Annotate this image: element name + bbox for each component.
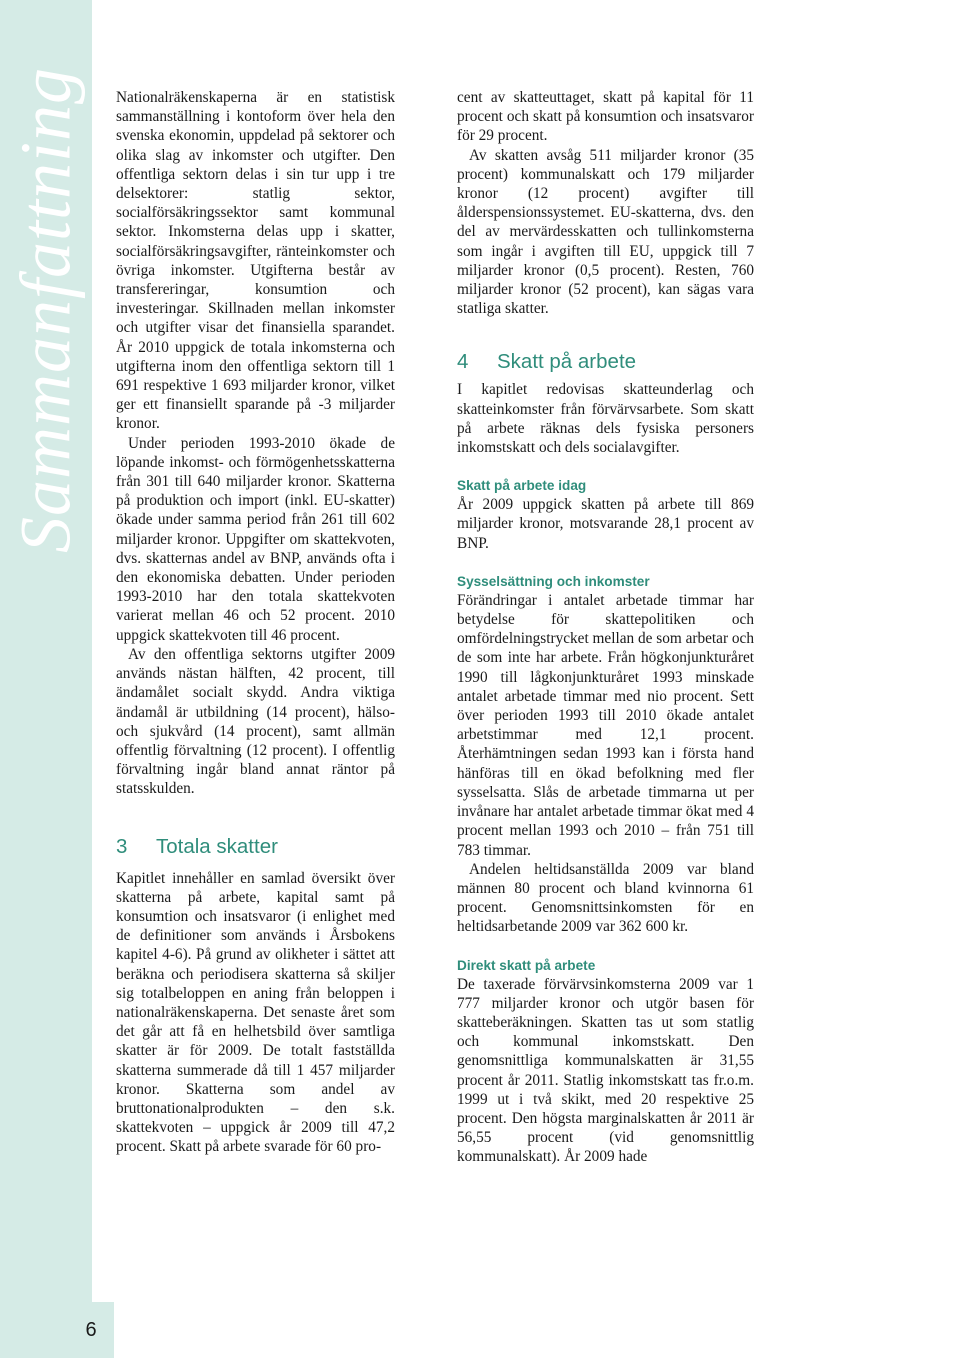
- continuation-paragraph: cent av skatteuttaget, skatt på kapital för 11 procent och skatt på konsumtion och insatsvaror för 29 procent.: [457, 89, 754, 145]
- left-column: [116, 88, 395, 1157]
- direkt-skatt-paragraph: De taxerade förvärvsinkomsterna 2009 var 1 777 miljarder kronor och utgör basen för skatteberäkningen. Skatten tas ut som statlig och kommunal inkomstskatt. Den genomsnittliga kommunalskatten är 31,55 procent år 2011. Statlig inkomstskatt tas fr.o.m. 1999 ut i två skikt, med 20 respektive 25 procent. Den högsta marginalskatten år 2011 är 56,55 procent (vid genomsnittlig kommunalskatt). År 2009 hade: [457, 975, 754, 1166]
- subheading-sysselsattning: Sysselsättning och inkomster: [457, 573, 650, 589]
- heltid-paragraph: Andelen heltidsanställda 2009 var bland männen 80 procent och bland kvinnorna 61 procent. Genomsnittsinkomsten för en heltidsarbetande 2009 var 362 600 kr.: [457, 860, 754, 936]
- subheading-skatt-idag: Skatt på arbete idag: [457, 478, 587, 494]
- section-heading-3: [116, 835, 395, 859]
- section-4-paragraph: I kapitlet redovisas skatteunderlag och skatteinkomster från förvärvsarbete. Som skatt på arbete räknas dels fysiska personers inkomstskatt och dels socialavgifter.: [457, 381, 754, 457]
- side-title: Sammanfattning: [5, 66, 86, 554]
- page-number: 6: [68, 1302, 114, 1358]
- section-number: 4: [457, 350, 469, 374]
- intro-paragraph: Nationalräkenskaperna är en statistisk sammanställning i kontoform över hela den svenska ekonomin, uppdelad på sektorer och olika slag av inkomster och utgifter. Den offentliga sektorn delas i sin tur upp i tre delsektorer: statlig sektor, socialförsäkringssektor samt kommunal sektor. Inkomsterna delas upp i skatter, socialförsäkringsavgifter, ränteinkomster och övriga inkomster. Utgifterna består av transfereringar, konsumtion och investeringar. Skillnaden mellan inkomster och utgifter visar det finansiella sparandet. År 2010 uppgick de totala inkomsterna och utgifterna inom den offentliga sektorn till 1 691 respektive 1 693 miljarder kronor, vilket ger ett finansiellt sparande på -3 miljarder kronor.: [116, 89, 395, 433]
- sysselsattning-paragraph: Förändringar i antalet arbetade timmar har betydelse för skattepolitiken och omfördelningstrycket mellan de som arbetar och de som inte har arbete. Från högkonjunkturåret 1990 till lågkonjunkturåret 1993 minskade antalet arbetade timmar med nio procent. Sett över perioden 1993 till 2010 ökade antalet arbetstimmar med 12,1 procent. Återhämtningen sedan 1993 kan i första hand hänföras till en ökad befolkning med fler sysselsatta. Slås de arbetade timmarna ut per invånare har antalet arbetade timmar ökat med 4 procent mellan 1993 och 2010 – från 751 till 783 timmar.: [457, 591, 754, 859]
- skatt-idag-paragraph: År 2009 uppgick skatten på arbete till 869 miljarder kronor, motsvarande 28,1 procent av BNP.: [457, 496, 754, 552]
- subheading-direkt-skatt: Direkt skatt på arbete: [457, 957, 596, 973]
- tax-breakdown-paragraph: Av skatten avsåg 511 miljarder kronor (35 procent) kommunalskatt och 179 miljarder kronor (12 procent) avgifter till ålderspensionssystemet. EU-skatterna, dvs. den del av mervärdesskatten och tullinkomsterna som ingår i avgiften till EU, uppgick till 7 miljarder kronor (0,5 procent). Resten, 760 miljarder kronor (52 procent), kan sägas vara statliga skatter.: [457, 146, 754, 318]
- section-title: Skatt på arbete: [497, 350, 637, 374]
- tax-development-paragraph: Under perioden 1993-2010 ökade de löpande inkomst- och förmögenhetsskatterna från 301 till 640 miljarder kronor. Skatterna på produktion och import (inkl. EU-skatter) ökade under samma period från 261 till 602 miljarder kronor. Uppgifter om skattekvoten, dvs. skatternas andel av BNP, används ofta i den ekonomiska debatten. Under perioden 1993-2010 har den totala skattekvoten varierat mellan 46 och 52 procent. 2010 uppgick skattekvoten till 46 procent.: [116, 434, 395, 644]
- section-heading-4: [457, 350, 754, 374]
- right-column: [457, 88, 754, 1167]
- expenditure-paragraph: Av den offentliga sektorns utgifter 2009 används nästan hälften, 42 procent, till ändamålet socialt skydd. Andra viktiga ändamål är utbildning (14 procent), hälso- och sjukvård (14 procent), samt allmän offentlig förvaltning (12 procent). I offentlig förvaltning ingår bland annat räntor på statsskulden.: [116, 645, 395, 798]
- section-3-paragraph: Kapitlet innehåller en samlad översikt över skatterna på arbete, kapital samt på konsumtion och insatsvaror (i enlighet med de definitioner som används i Årsbokens kapitel 4-6). På grund av olikheter i sättet att beräkna och periodisera skatterna så skiljer sig totalbeloppen en aning från beloppen i nationalräkenskaperna. Det senaste året som det går att få en helhetsbild över samtliga skatter är för 2009. De totalt fastställda skatterna summerade då till 1 457 miljarder kronor. Skatterna som andel av bruttonationalprodukten – den s.k. skattekvoten – uppgick år 2009 till 47,2 procent. Skatt på arbete svarade för 60 pro-: [116, 869, 395, 1156]
- section-number: 3: [116, 834, 128, 858]
- side-band: [0, 0, 92, 1358]
- section-title: Totala skatter: [156, 834, 278, 858]
